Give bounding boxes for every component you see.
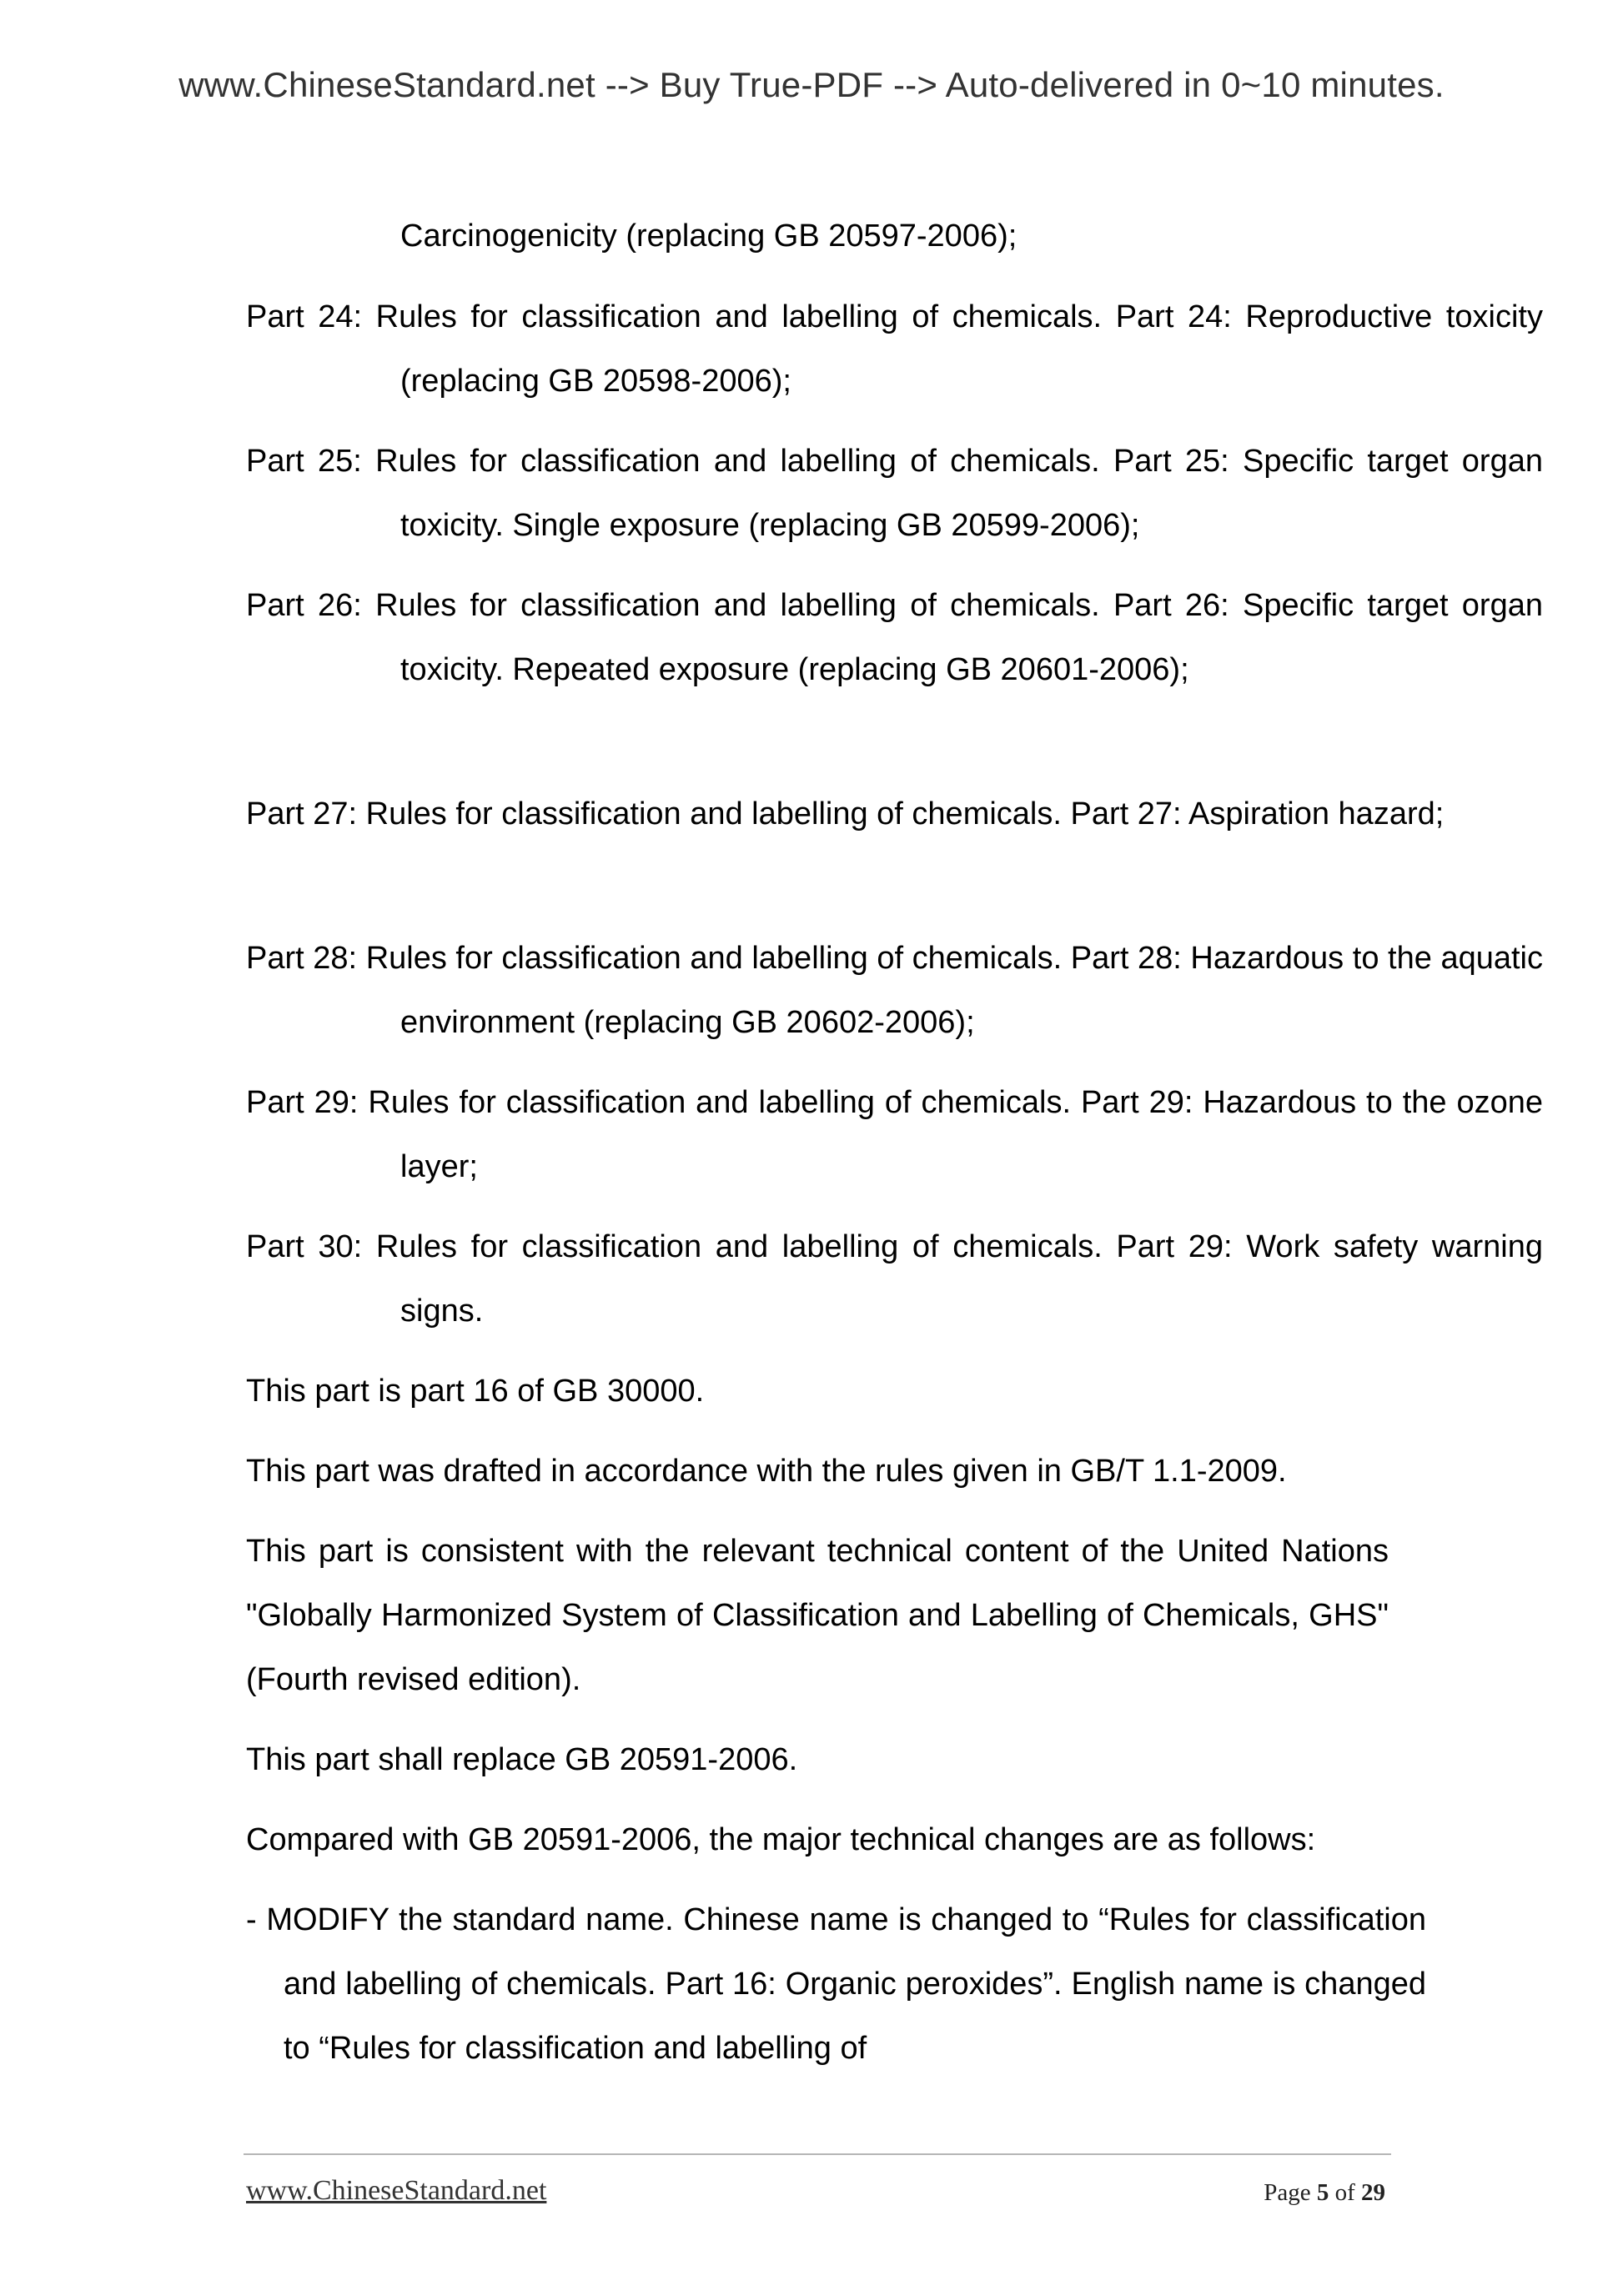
page-of-label: of (1334, 2179, 1355, 2206)
page-total: 29 (1361, 2179, 1385, 2206)
page-label: Page (1264, 2179, 1311, 2206)
part-24-entry: Part 24: Rules for classification and labelling of chemicals. Part 24: Reproductive toxicity (replacing GB 20598-2006); (246, 299, 1543, 399)
statement-ghs-consistency: This part is consistent with the relevant technical content of the United Nations "Globally Harmonized System of Classification and Labelling of Chemicals, GHS" (Fourth revised edition). (246, 1534, 1389, 1697)
statement-changes-intro: Compared with GB 20591-2006, the major technical changes are as follows: (246, 1822, 1316, 1857)
statement-part-of-standard: This part is part 16 of GB 30000. (246, 1374, 705, 1409)
part-29-entry: Part 29: Rules for classification and labelling of chemicals. Part 29: Hazardous to the ozone layer; (246, 1085, 1543, 1184)
continuation-line: Carcinogenicity (replacing GB 20597-2006); (400, 219, 1018, 254)
part-26-entry: Part 26: Rules for classification and labelling of chemicals. Part 26: Specific target organ toxicity. Repeated exposure (replacing GB 20601-2006); (246, 588, 1543, 687)
part-28-entry: Part 28: Rules for classification and labelling of chemicals. Part 28: Hazardous to the aquatic environment (replacing GB 20602-2006); (246, 941, 1543, 1040)
header-banner: www.ChineseStandard.net --> Buy True-PDF --> Auto-delivered in 0~10 minutes. (178, 65, 1445, 104)
change-item-standard-name: - MODIFY the standard name. Chinese name is changed to “Rules for classification and labelling of chemicals. Part 16: Organic peroxides”. English name is changed to “Rules for classification and labelling of (246, 1902, 1426, 2066)
page-indicator (1264, 2179, 1385, 2207)
footer-divider (244, 2153, 1391, 2155)
part-30-entry: Part 30: Rules for classification and labelling of chemicals. Part 29: Work safety warning signs. (246, 1229, 1543, 1329)
statement-drafting-rules: This part was drafted in accordance with the rules given in GB/T 1.1-2009. (246, 1454, 1287, 1489)
part-25-entry: Part 25: Rules for classification and labelling of chemicals. Part 25: Specific target organ toxicity. Single exposure (replacing GB 20599-2006); (246, 444, 1543, 543)
statement-replacement: This part shall replace GB 20591-2006. (246, 1742, 798, 1777)
page-current: 5 (1316, 2179, 1329, 2206)
part-27-entry: Part 27: Rules for classification and labelling of chemicals. Part 27: Aspiration hazard; (246, 796, 1445, 831)
footer-site-link[interactable]: www.ChineseStandard.net (246, 2175, 547, 2206)
